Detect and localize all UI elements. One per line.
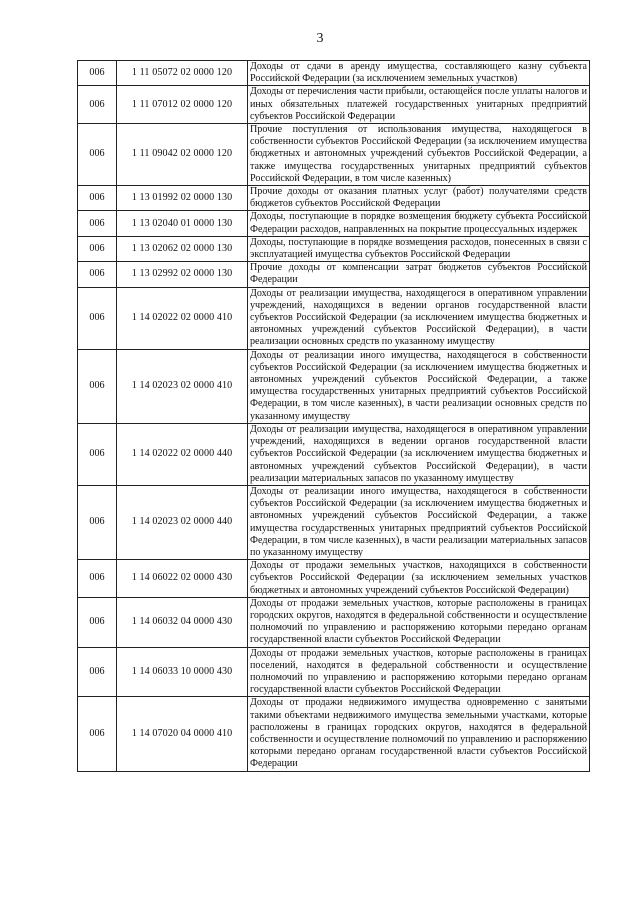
table-body: [78, 61, 590, 772]
budget-code-cell: 1 14 07020 04 0000 410: [117, 697, 248, 771]
admin-code-cell: 006: [78, 423, 117, 485]
table-row: [78, 485, 590, 559]
revenue-name-cell: Прочие доходы от оказания платных услуг (работ) получателями средств бюджетов субъектов Российской Федерации: [248, 186, 590, 211]
budget-code-cell: 1 11 07012 02 0000 120: [117, 86, 248, 124]
revenue-name-cell: Прочие поступления от использования имущества, находящегося в собственности субъектов Российской Федерации (за исключением имущества бюджетных и автономных учреждений субъектов Российской Федерации, а также имущества государственных унитарных предприятий субъектов Российской Федерации, в том числе казенных): [248, 124, 590, 186]
revenue-name-cell: Доходы от перечисления части прибыли, остающейся после уплаты налогов и иных обязательных платежей государственных унитарных предприятий субъектов Российской Федерации: [248, 86, 590, 124]
table-row: [78, 349, 590, 423]
admin-code-cell: 006: [78, 211, 117, 236]
budget-code-cell: 1 11 05072 02 0000 120: [117, 61, 248, 86]
budget-code-cell: 1 13 02040 01 0000 130: [117, 211, 248, 236]
revenue-name-cell: Доходы от реализации иного имущества, находящегося в собственности субъектов Российской Федерации (за исключением имущества бюджетных и автономных учреждений субъектов Российской Федерации, а также имущества государственных унитарных предприятий субъектов Российской Федерации, в том числе казенных), в части реализации основных средств по указанному имуществу: [248, 349, 590, 423]
table-row: [78, 186, 590, 211]
table-row: [78, 597, 590, 647]
revenue-name-cell: Доходы от продажи земельных участков, которые расположены в границах городских округов, находятся в федеральной собственности и осуществление полномочий по управлению и распоряжению которыми передано органам государственной власти субъектов Российской Федерации: [248, 597, 590, 647]
revenue-name-cell: Доходы от реализации имущества, находящегося в оперативном управлении учреждений, находящихся в ведении органов государственной власти субъектов Российской Федерации (за исключением имущества бюджетных и автономных учреждений субъектов Российской Федерации), в части реализации основных средств по указанному имуществу: [248, 287, 590, 349]
budget-code-cell: 1 11 09042 02 0000 120: [117, 124, 248, 186]
admin-code-cell: 006: [78, 349, 117, 423]
revenue-name-cell: Доходы, поступающие в порядке возмещения расходов, понесенных в связи с эксплуатацией имущества субъектов Российской Федерации: [248, 236, 590, 261]
table-row: [78, 697, 590, 771]
revenue-name-cell: Доходы, поступающие в порядке возмещения бюджету субъекта Российской Федерации расходов, направленных на покрытие процессуальных издержек: [248, 211, 590, 236]
admin-code-cell: 006: [78, 61, 117, 86]
budget-code-cell: 1 14 02022 02 0000 440: [117, 423, 248, 485]
admin-code-cell: 006: [78, 287, 117, 349]
admin-code-cell: 006: [78, 697, 117, 771]
admin-code-cell: 006: [78, 236, 117, 261]
admin-code-cell: 006: [78, 485, 117, 559]
budget-code-cell: 1 14 02023 02 0000 440: [117, 485, 248, 559]
admin-code-cell: 006: [78, 597, 117, 647]
table-row: [78, 262, 590, 287]
budget-code-cell: 1 13 01992 02 0000 130: [117, 186, 248, 211]
budget-code-cell: 1 14 06032 04 0000 430: [117, 597, 248, 647]
admin-code-cell: 006: [78, 86, 117, 124]
budget-code-cell: 1 14 06022 02 0000 430: [117, 560, 248, 598]
admin-code-cell: 006: [78, 186, 117, 211]
revenue-name-cell: Доходы от продажи земельных участков, которые расположены в границах поселений, находятся в федеральной собственности и осуществление полномочий по управлению и распоряжению которыми передано органам государственной власти субъектов Российской Федерации: [248, 647, 590, 697]
admin-code-cell: 006: [78, 560, 117, 598]
budget-code-cell: 1 14 06033 10 0000 430: [117, 647, 248, 697]
revenue-name-cell: Доходы от продажи недвижимого имущества одновременно с занятыми такими объектами недвижимого имущества земельными участками, которые расположены в границах городских округов, находятся в федеральной собственности и осуществление полномочий по управлению и распоряжению которыми передано органам государственной власти субъектов Российской Федерации: [248, 697, 590, 771]
revenue-name-cell: Доходы от реализации имущества, находящегося в оперативном управлении учреждений, находящихся в ведении органов государственной власти субъектов Российской Федерации (за исключением имущества бюджетных и автономных учреждений субъектов Российской Федерации), в части реализации материальных запасов по указанному имуществу: [248, 423, 590, 485]
admin-code-cell: 006: [78, 647, 117, 697]
table-row: [78, 61, 590, 86]
page-number: 3: [316, 31, 324, 46]
budget-code-cell: 1 14 02023 02 0000 410: [117, 349, 248, 423]
budget-code-cell: 1 14 02022 02 0000 410: [117, 287, 248, 349]
revenue-name-cell: Доходы от реализации иного имущества, находящегося в собственности субъектов Российской Федерации (за исключением имущества бюджетных и автономных учреждений субъектов Российской Федерации, а также имущества государственных унитарных предприятий субъектов Российской Федерации, в том числе казенных), в части реализации материальных запасов по указанному имуществу: [248, 485, 590, 559]
table-row: [78, 86, 590, 124]
admin-code-cell: 006: [78, 124, 117, 186]
budget-code-cell: 1 13 02062 02 0000 130: [117, 236, 248, 261]
table-row: [78, 287, 590, 349]
revenue-name-cell: Доходы от продажи земельных участков, находящихся в собственности субъектов Российской Федерации (за исключением земельных участков бюджетных и автономных учреждений субъектов Российской Федерации): [248, 560, 590, 598]
table-row: [78, 647, 590, 697]
admin-code-cell: 006: [78, 262, 117, 287]
table-row: [78, 423, 590, 485]
table-row: [78, 236, 590, 261]
revenue-name-cell: Доходы от сдачи в аренду имущества, составляющего казну субъекта Российской Федерации (за исключением земельных участков): [248, 61, 590, 86]
budget-code-cell: 1 13 02992 02 0000 130: [117, 262, 248, 287]
table-row: [78, 124, 590, 186]
revenue-name-cell: Прочие доходы от компенсации затрат бюджетов субъектов Российской Федерации: [248, 262, 590, 287]
revenue-codes-table: [77, 60, 590, 772]
table-row: [78, 211, 590, 236]
table-row: [78, 560, 590, 598]
